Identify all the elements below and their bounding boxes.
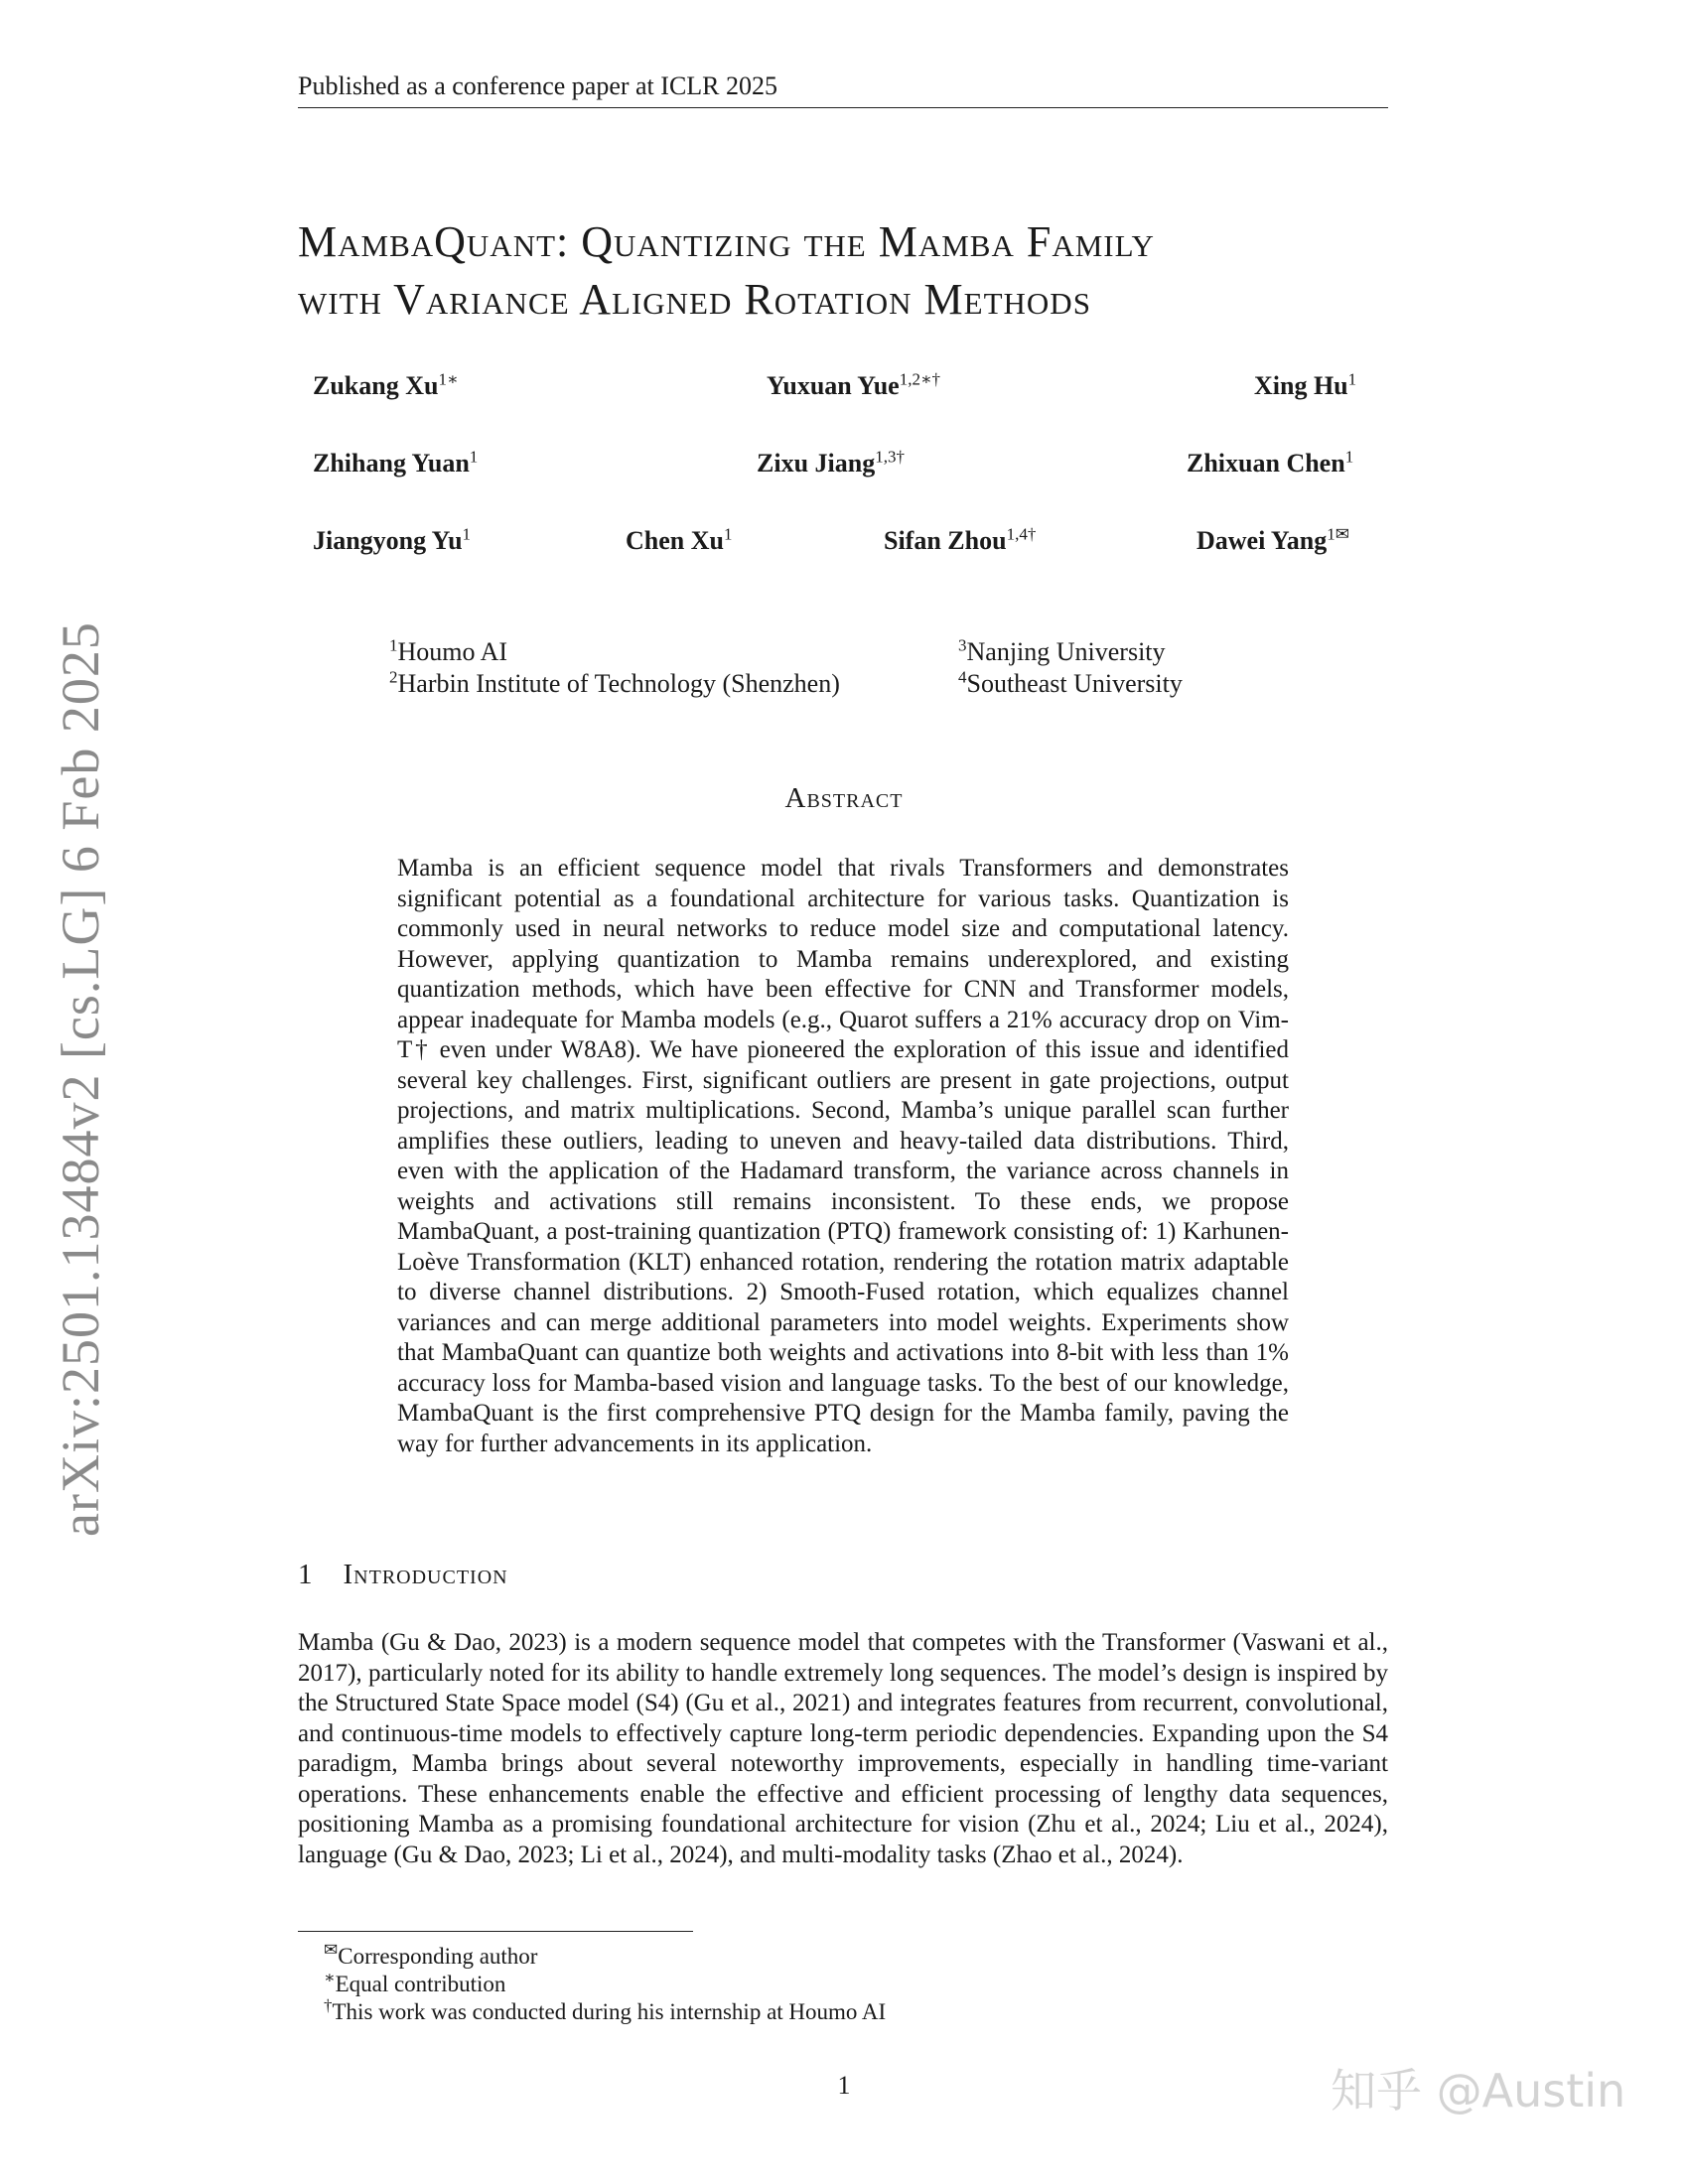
footnote bbox=[324, 1968, 506, 1997]
author-marks: 1 bbox=[1347, 369, 1357, 389]
author bbox=[313, 526, 471, 556]
author bbox=[757, 449, 905, 478]
footnote-text: Equal contribution bbox=[335, 1972, 506, 1996]
introduction-text: Mamba (Gu & Dao, 2023) is a modern sequence model that competes with the Transformer (Vaswani et al., 2017), particularly noted for its ability to handle extremely long sequences. The model’s design is inspired by the Structured State Space model (S4) (Gu et al., 2021) and integrates features from recurrent, convolutional, and continuous-time models to effectively capture long-term periodic dependencies. Expanding upon the S4 paradigm, Mamba brings about several noteworthy improvements, especially in handling time-variant operations. These enhancements enable the effective and efficient processing of lengthy data sequences, positioning Mamba as a promising foundational architecture for vision (Zhu et al., 2024; Liu et al., 2024), language (Gu & Dao, 2023; Li et al., 2024), and multi-modality tasks (Zhao et al., 2024). bbox=[298, 1629, 1388, 1868]
affiliation-name: Houmo AI bbox=[397, 637, 507, 666]
author-name: Jiangyong Yu bbox=[313, 526, 463, 555]
footnote bbox=[324, 1995, 887, 2025]
affiliation bbox=[389, 669, 840, 699]
author-marks: 1 bbox=[1344, 447, 1354, 467]
footnote-mark: ✉ bbox=[324, 1940, 339, 1960]
author bbox=[1196, 526, 1349, 556]
watermark: 知乎 @Austin bbox=[1331, 2064, 1626, 2117]
arxiv-stamp: arXiv:2501.13484v2 [cs.LG] 6 Feb 2025 bbox=[51, 621, 110, 1537]
footnote-text: Corresponding author bbox=[338, 1944, 538, 1969]
author-name: Dawei Yang bbox=[1196, 526, 1328, 555]
author-name: Zixu Jiang bbox=[757, 449, 876, 478]
author-marks: 1,2∗† bbox=[899, 369, 941, 389]
author-name: Zhixuan Chen bbox=[1187, 449, 1345, 478]
affiliation-mark: 3 bbox=[958, 635, 967, 655]
author bbox=[767, 371, 940, 401]
running-header bbox=[298, 71, 1388, 108]
affiliation-name: Nanjing University bbox=[966, 637, 1166, 666]
affiliation bbox=[958, 637, 1166, 667]
paper-title bbox=[298, 213, 1410, 329]
affiliation-name: Southeast University bbox=[966, 669, 1183, 698]
abstract-heading: Abstract bbox=[784, 782, 904, 814]
author-name: Zhihang Yuan bbox=[313, 449, 470, 478]
author bbox=[1254, 371, 1356, 401]
page-number: 1 bbox=[837, 2071, 851, 2100]
affiliation bbox=[389, 637, 507, 667]
affiliation-mark: 1 bbox=[389, 635, 398, 655]
title-line-1: MambaQuant: Quantizing the Mamba Family bbox=[298, 217, 1155, 266]
footnote bbox=[324, 1940, 538, 1970]
author-name: Sifan Zhou bbox=[884, 526, 1007, 555]
running-title: Published as a conference paper at ICLR 2025 bbox=[298, 71, 778, 100]
author-marks: 1,3† bbox=[875, 447, 905, 467]
author-marks: 1 bbox=[723, 524, 733, 544]
author-marks: 1 bbox=[469, 447, 479, 467]
author bbox=[626, 526, 732, 556]
footnote-mark: ∗ bbox=[324, 1968, 336, 1987]
author-marks: 1,4† bbox=[1006, 524, 1037, 544]
author-marks: 1∗ bbox=[438, 369, 459, 389]
author-name: Xing Hu bbox=[1254, 371, 1348, 400]
author bbox=[313, 449, 478, 478]
affiliation-mark: 4 bbox=[958, 667, 967, 687]
author-name: Chen Xu bbox=[626, 526, 724, 555]
author bbox=[1187, 449, 1353, 478]
author bbox=[884, 526, 1036, 556]
title-line-2: with Variance Aligned Rotation Methods bbox=[298, 275, 1091, 324]
author-name: Zukang Xu bbox=[313, 371, 439, 400]
footnote-mark: † bbox=[324, 1995, 333, 2015]
section-title: Introduction bbox=[343, 1559, 508, 1590]
section-number: 1 bbox=[298, 1559, 314, 1590]
affiliation-name: Harbin Institute of Technology (Shenzhen) bbox=[397, 669, 840, 698]
author-name: Yuxuan Yue bbox=[767, 371, 900, 400]
footnote-text: This work was conducted during his internship at Houmo AI bbox=[332, 1999, 887, 2024]
affiliation bbox=[958, 669, 1183, 699]
affiliation-mark: 2 bbox=[389, 667, 398, 687]
abstract-text: Mamba is an efficient sequence model that rivals Transformers and demonstrates significant potential as a foundational architecture for various tasks. Quantization is commonly used in neural networks to reduce model size and computational latency. However, applying quantization to Mamba remains underexplored, and existing quantization methods, which have been effective for CNN and Transformer models, appear inadequate for Mamba models (e.g., Quarot suffers a 21% accuracy drop on Vim-T† even under W8A8). We have pioneered the exploration of this issue and identified several key challenges. First, significant outliers are present in gate projections, output projections, and matrix multiplications. Second, Mamba’s unique parallel scan further amplifies these outliers, leading to uneven and heavy-tailed data distributions. Third, even with the application of the Hadamard transform, the variance across channels in weights and activations still remains inconsistent. To these ends, we propose MambaQuant, a post-training quantization (PTQ) framework consisting of: 1) Karhunen-Loève Transformation (KLT) enhanced rotation, rendering the rotation matrix adaptable to diverse channel distributions. 2) Smooth-Fused rotation, which equalizes channel variances and can merge additional parameters into model weights. Experiments show that MambaQuant can quantize both weights and activations into 8-bit with less than 1% accuracy loss for Mamba-based vision and language tasks. To the best of our knowledge, MambaQuant is the first comprehensive PTQ design for the Mamba family, paving the way for further advancements in its application. bbox=[397, 855, 1289, 1457]
author-marks: 1✉ bbox=[1327, 524, 1349, 544]
section-heading bbox=[298, 1559, 508, 1591]
footnote-rule bbox=[298, 1931, 693, 1932]
author bbox=[313, 371, 459, 401]
author-marks: 1 bbox=[462, 524, 472, 544]
